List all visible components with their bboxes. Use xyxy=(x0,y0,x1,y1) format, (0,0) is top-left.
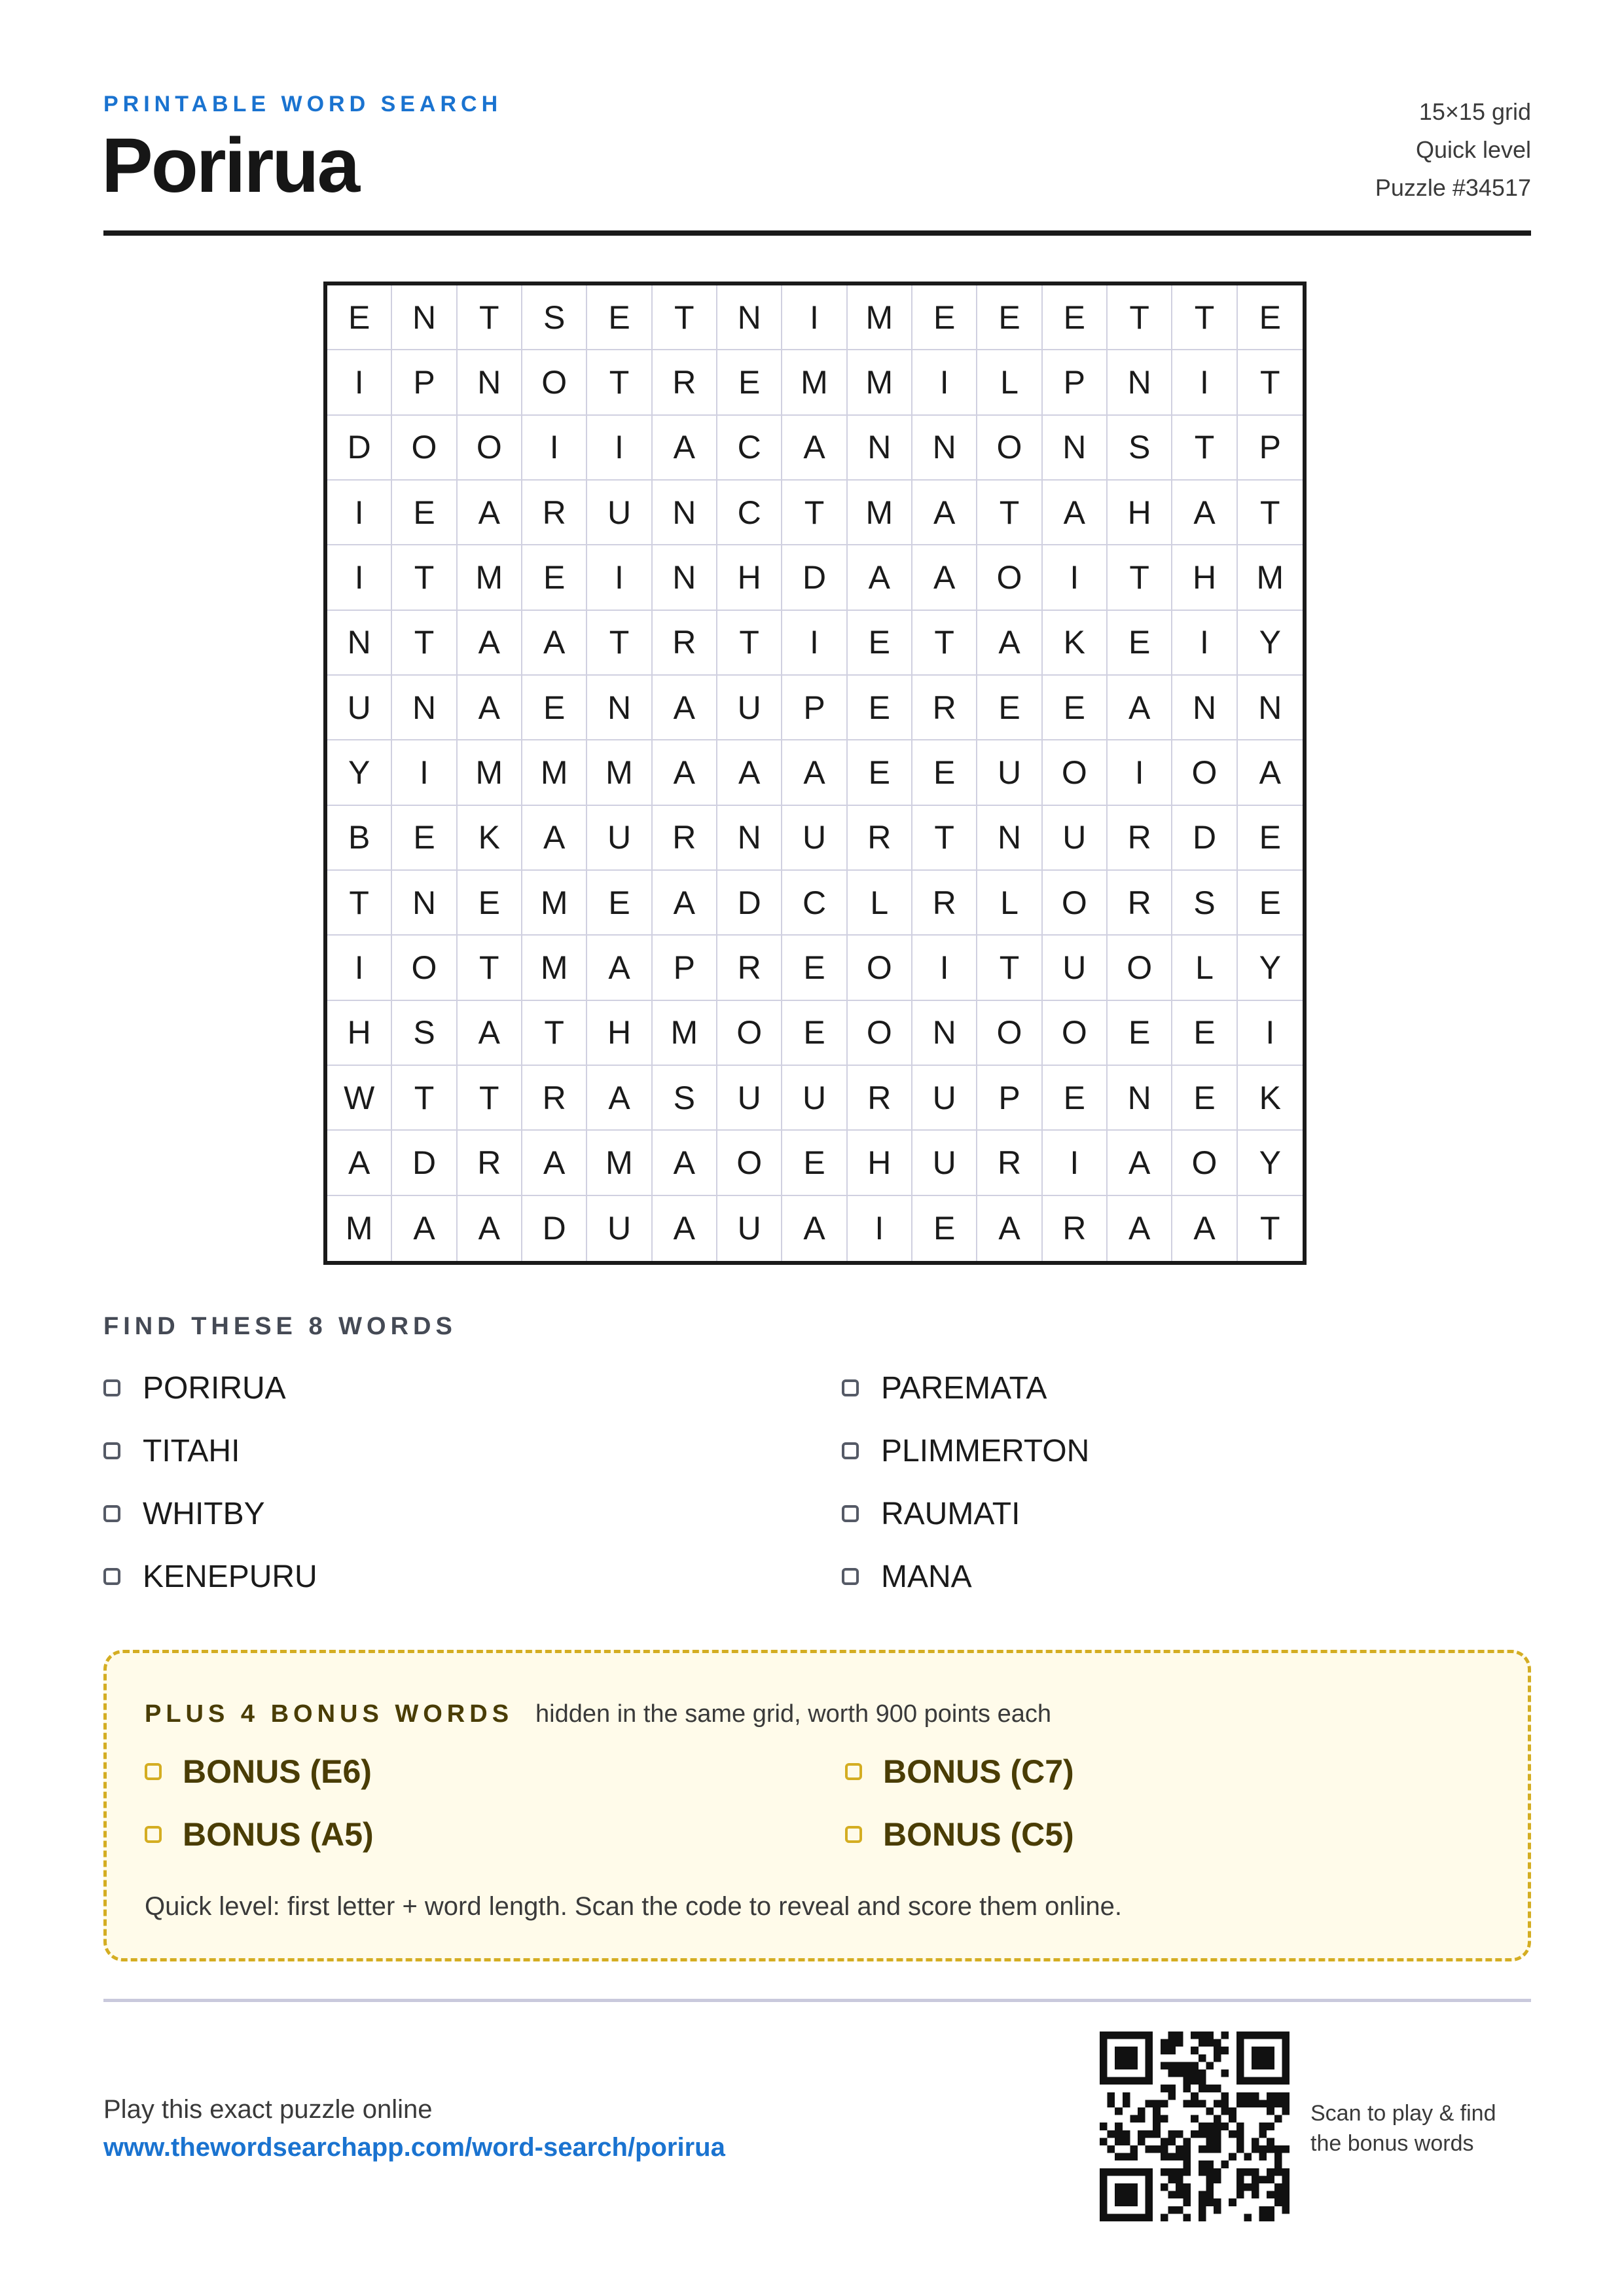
grid-cell[interactable]: D xyxy=(782,545,847,610)
grid-cell[interactable]: N xyxy=(327,611,392,676)
grid-cell[interactable]: T xyxy=(458,1066,522,1131)
grid-cell[interactable]: I xyxy=(1238,1001,1303,1066)
grid-cell[interactable]: Y xyxy=(1238,936,1303,1000)
bonus-word-label: BONUS (E6) xyxy=(183,1753,372,1790)
grid-cell[interactable]: O xyxy=(717,1001,782,1066)
grid-cell[interactable]: E xyxy=(848,676,912,740)
grid-cell[interactable]: T xyxy=(1238,481,1303,545)
grid-cell[interactable]: U xyxy=(1043,936,1108,1000)
grid-cell[interactable]: T xyxy=(458,285,522,350)
grid-cell[interactable]: N xyxy=(653,481,717,545)
qr-caption-line: the bonus words xyxy=(1310,2131,1474,2156)
grid-cell[interactable]: A xyxy=(1172,481,1237,545)
grid-cell[interactable]: A xyxy=(653,676,717,740)
grid-cell[interactable]: I xyxy=(1108,740,1172,805)
word-label: WHITBY xyxy=(143,1496,265,1531)
grid-cell[interactable]: E xyxy=(782,1131,847,1195)
grid-cell[interactable]: L xyxy=(848,871,912,936)
grid-cell[interactable]: A xyxy=(653,416,717,481)
grid-cell[interactable]: A xyxy=(653,871,717,936)
grid-cell[interactable]: E xyxy=(392,481,457,545)
grid-cell[interactable]: C xyxy=(782,871,847,936)
grid-cell[interactable]: P xyxy=(653,936,717,1000)
word-label: PAREMATA xyxy=(881,1370,1047,1406)
grid-cell[interactable]: K xyxy=(1043,611,1108,676)
grid-cell[interactable]: H xyxy=(717,545,782,610)
grid-cell[interactable]: I xyxy=(327,481,392,545)
grid-cell[interactable]: A xyxy=(392,1196,457,1261)
checkbox[interactable] xyxy=(145,1826,162,1843)
word-item[interactable] xyxy=(842,1560,1531,1593)
bonus-item[interactable] xyxy=(145,1817,845,1851)
checkbox[interactable] xyxy=(845,1763,862,1780)
grid-cell[interactable]: T xyxy=(977,936,1042,1000)
grid-cell[interactable]: E xyxy=(522,676,587,740)
grid-cell[interactable]: A xyxy=(1172,1196,1237,1261)
grid-cell[interactable]: R xyxy=(522,1066,587,1131)
grid-cell[interactable]: O xyxy=(717,1131,782,1195)
grid-cell[interactable]: T xyxy=(587,611,652,676)
grid-cell[interactable]: H xyxy=(327,1001,392,1066)
grid-cell[interactable]: B xyxy=(327,806,392,871)
grid-cell[interactable]: M xyxy=(522,936,587,1000)
grid-cell[interactable]: R xyxy=(1043,1196,1108,1261)
grid-cell[interactable]: A xyxy=(782,1196,847,1261)
grid-cell[interactable]: U xyxy=(977,740,1042,805)
grid-cell[interactable]: I xyxy=(327,350,392,415)
footer-divider xyxy=(103,1999,1531,2002)
grid-cell[interactable]: E xyxy=(912,1196,977,1261)
grid-cell[interactable]: E xyxy=(912,740,977,805)
grid-cell[interactable]: R xyxy=(522,481,587,545)
grid-cell[interactable]: S xyxy=(522,285,587,350)
grid-cell[interactable]: R xyxy=(458,1131,522,1195)
grid-cell[interactable]: E xyxy=(1172,1001,1237,1066)
grid-cell[interactable]: U xyxy=(912,1066,977,1131)
grid-cell[interactable]: D xyxy=(717,871,782,936)
grid-cell[interactable]: E xyxy=(1108,611,1172,676)
checkbox[interactable] xyxy=(842,1379,859,1396)
grid-cell[interactable]: T xyxy=(1172,416,1237,481)
grid-cell[interactable]: C xyxy=(717,481,782,545)
grid-cell[interactable]: U xyxy=(782,806,847,871)
checkbox[interactable] xyxy=(103,1379,120,1396)
grid-cell[interactable]: S xyxy=(1172,871,1237,936)
checkbox[interactable] xyxy=(842,1505,859,1522)
grid-cell[interactable]: T xyxy=(1108,285,1172,350)
grid-cell[interactable]: E xyxy=(782,1001,847,1066)
grid-cell[interactable]: O xyxy=(1043,740,1108,805)
grid-cell[interactable]: T xyxy=(327,871,392,936)
grid-cell[interactable]: R xyxy=(848,806,912,871)
grid-cell[interactable]: E xyxy=(1238,285,1303,350)
grid-cell[interactable]: I xyxy=(327,545,392,610)
grid-cell[interactable]: H xyxy=(587,1001,652,1066)
word-item[interactable] xyxy=(103,1560,842,1593)
grid-cell[interactable]: I xyxy=(782,285,847,350)
grid-cell[interactable]: E xyxy=(912,285,977,350)
grid-cell[interactable]: N xyxy=(848,416,912,481)
grid-cell[interactable]: N xyxy=(912,416,977,481)
word-label: MANA xyxy=(881,1559,972,1594)
grid-cell[interactable]: M xyxy=(327,1196,392,1261)
grid-cell[interactable]: O xyxy=(1108,936,1172,1000)
grid-cell[interactable]: U xyxy=(717,1066,782,1131)
grid-cell[interactable]: N xyxy=(717,806,782,871)
grid-cell[interactable]: A xyxy=(782,416,847,481)
grid-cell[interactable]: O xyxy=(1043,871,1108,936)
grid-cell[interactable]: N xyxy=(392,285,457,350)
grid-cell[interactable]: Y xyxy=(1238,611,1303,676)
grid-cell[interactable]: P xyxy=(392,350,457,415)
grid-cell[interactable]: D xyxy=(522,1196,587,1261)
grid-cell[interactable]: Y xyxy=(1238,1131,1303,1195)
header-divider xyxy=(103,230,1531,236)
grid-cell[interactable]: L xyxy=(1172,936,1237,1000)
grid-cell[interactable]: T xyxy=(1260,1210,1280,1247)
grid-cell[interactable]: M xyxy=(522,740,587,805)
grid-cell[interactable]: O xyxy=(848,1001,912,1066)
letter-grid xyxy=(323,282,1307,1265)
grid-cell[interactable]: R xyxy=(912,676,977,740)
grid-cell[interactable]: A xyxy=(522,806,587,871)
grid-cell[interactable]: A xyxy=(977,611,1042,676)
grid-cell[interactable]: A xyxy=(977,1196,1042,1261)
grid-cell[interactable]: Y xyxy=(327,740,392,805)
grid-cell[interactable]: A xyxy=(458,1196,522,1261)
grid-cell[interactable]: N xyxy=(653,545,717,610)
grid-cell[interactable]: D xyxy=(392,1131,457,1195)
word-item[interactable] xyxy=(842,1497,1531,1530)
grid-cell[interactable]: I xyxy=(782,611,847,676)
grid-cell[interactable]: I xyxy=(327,936,392,1000)
bonus-heading: PLUS 4 BONUS WORDS xyxy=(145,1700,514,1728)
grid-cell[interactable]: I xyxy=(522,416,587,481)
bonus-word-list xyxy=(145,1755,1369,1851)
grid-cell[interactable]: P xyxy=(977,1066,1042,1131)
bonus-item[interactable] xyxy=(145,1755,845,1789)
word-item[interactable] xyxy=(103,1434,842,1467)
grid-cell[interactable]: O xyxy=(1172,740,1237,805)
grid-cell[interactable]: R xyxy=(912,871,977,936)
grid-cell[interactable]: T xyxy=(1108,545,1172,610)
grid-cell[interactable]: S xyxy=(392,1001,457,1066)
grid-cell[interactable]: O xyxy=(977,416,1042,481)
grid-cell[interactable]: E xyxy=(587,871,652,936)
grid-cell[interactable]: S xyxy=(653,1066,717,1131)
grid-cell[interactable]: U xyxy=(1043,806,1108,871)
grid-cell[interactable]: R xyxy=(1108,871,1172,936)
grid-cell[interactable]: P xyxy=(1043,350,1108,415)
grid-cell[interactable]: W xyxy=(327,1066,392,1131)
grid-cell[interactable]: A xyxy=(782,740,847,805)
grid-cell[interactable]: U xyxy=(717,1196,782,1261)
checkbox[interactable] xyxy=(145,1763,162,1780)
difficulty-level: Quick level xyxy=(1415,136,1531,163)
checkbox[interactable] xyxy=(845,1826,862,1843)
puzzle-title: Porirua xyxy=(101,122,359,209)
bonus-description: hidden in the same grid, worth 900 points each xyxy=(535,1700,1051,1728)
grid-cell[interactable]: E xyxy=(587,285,652,350)
grid-cell[interactable]: E xyxy=(848,611,912,676)
grid-cell[interactable]: A xyxy=(458,611,522,676)
grid-cell[interactable]: N xyxy=(977,806,1042,871)
grid-cell[interactable]: O xyxy=(1043,1001,1108,1066)
grid-cell[interactable]: E xyxy=(1108,1001,1172,1066)
grid-cell[interactable]: U xyxy=(912,1131,977,1195)
grid-cell[interactable]: A xyxy=(717,740,782,805)
word-item[interactable] xyxy=(103,1497,842,1530)
grid-cell[interactable]: E xyxy=(782,936,847,1000)
grid-cell[interactable]: U xyxy=(587,1196,652,1261)
word-item[interactable] xyxy=(103,1372,842,1404)
word-label: PORIRUA xyxy=(143,1370,286,1406)
grid-cell[interactable]: E xyxy=(1238,806,1303,871)
grid-cell[interactable]: M xyxy=(522,871,587,936)
grid-cell[interactable]: A xyxy=(653,1131,717,1195)
grid-cell[interactable]: N xyxy=(392,871,457,936)
grid-cell[interactable]: S xyxy=(1108,416,1172,481)
grid-cell[interactable]: D xyxy=(1172,806,1237,871)
checkbox[interactable] xyxy=(842,1568,859,1585)
grid-cell[interactable]: M xyxy=(587,1131,652,1195)
grid-cell[interactable]: E xyxy=(327,285,392,350)
grid-size: 15×15 grid xyxy=(1418,98,1531,125)
grid-cell[interactable]: I xyxy=(587,545,652,610)
word-label: KENEPURU xyxy=(143,1559,317,1594)
grid-cell[interactable]: E xyxy=(392,806,457,871)
puzzle-meta xyxy=(1375,93,1531,207)
grid-cell[interactable]: E xyxy=(977,285,1042,350)
word-list xyxy=(103,1372,1531,1593)
qr-caption xyxy=(1310,2098,1520,2159)
checkbox[interactable] xyxy=(103,1442,120,1459)
grid-cell[interactable]: O xyxy=(392,936,457,1000)
grid-cell[interactable]: M xyxy=(848,350,912,415)
grid-cell[interactable]: I xyxy=(1043,545,1108,610)
grid-cell[interactable]: T xyxy=(458,936,522,1000)
grid-cell[interactable]: I xyxy=(1043,1131,1108,1195)
grid-cell[interactable]: M xyxy=(653,1001,717,1066)
grid-cell[interactable]: H xyxy=(1172,545,1237,610)
grid-cell[interactable]: T xyxy=(522,1001,587,1066)
grid-cell[interactable]: A xyxy=(653,1196,717,1261)
grid-cell[interactable]: A xyxy=(1043,481,1108,545)
grid-cell[interactable]: T xyxy=(392,545,457,610)
grid-cell[interactable]: E xyxy=(848,740,912,805)
qr-code-icon[interactable] xyxy=(1100,2032,1290,2221)
grid-cell[interactable]: N xyxy=(1108,1066,1172,1131)
play-online-text: Play this exact puzzle online xyxy=(103,2095,433,2124)
grid-cell[interactable]: T xyxy=(653,285,717,350)
grid-cell[interactable]: T xyxy=(392,611,457,676)
grid-cell[interactable]: A xyxy=(912,481,977,545)
grid-cell[interactable]: A xyxy=(327,1131,392,1195)
grid-cell[interactable]: A xyxy=(653,740,717,805)
grid-cell[interactable]: N xyxy=(1108,350,1172,415)
grid-cell[interactable]: M xyxy=(458,740,522,805)
grid-cell[interactable]: E xyxy=(522,545,587,610)
bonus-note: Quick level: first letter + word length. Scan the code to reveal and score them online. xyxy=(145,1892,1123,1921)
grid-cell[interactable]: T xyxy=(717,611,782,676)
grid-cell[interactable]: A xyxy=(1108,1196,1172,1261)
grid-cell[interactable]: N xyxy=(1043,416,1108,481)
grid-cell[interactable]: R xyxy=(717,936,782,1000)
grid-cell[interactable]: M xyxy=(848,285,912,350)
bonus-item[interactable] xyxy=(845,1817,1369,1851)
grid-cell[interactable]: A xyxy=(848,545,912,610)
grid-cell[interactable]: K xyxy=(1238,1066,1303,1131)
word-label: TITAHI xyxy=(143,1433,240,1468)
grid-cell[interactable]: N xyxy=(392,676,457,740)
grid-cell[interactable]: E xyxy=(977,676,1042,740)
grid-cell[interactable]: H xyxy=(848,1131,912,1195)
grid-cell[interactable]: T xyxy=(782,481,847,545)
grid-cell[interactable]: T xyxy=(912,806,977,871)
grid-cell[interactable]: U xyxy=(327,676,392,740)
grid-cell[interactable]: C xyxy=(717,416,782,481)
grid-cell[interactable]: L xyxy=(977,350,1042,415)
word-item[interactable] xyxy=(842,1434,1531,1467)
grid-cell[interactable]: M xyxy=(458,545,522,610)
grid-cell[interactable]: D xyxy=(327,416,392,481)
grid-cell[interactable]: T xyxy=(1238,350,1303,415)
grid-cell[interactable]: A xyxy=(1108,1131,1172,1195)
grid-cell[interactable]: R xyxy=(653,611,717,676)
grid-cell[interactable]: U xyxy=(782,1066,847,1131)
bonus-header xyxy=(145,1700,1051,1728)
grid-cell[interactable]: A xyxy=(587,936,652,1000)
grid-cell[interactable]: M xyxy=(848,481,912,545)
grid-cell[interactable]: I xyxy=(392,740,457,805)
grid-cell[interactable]: U xyxy=(587,806,652,871)
grid-cell[interactable]: E xyxy=(1043,676,1108,740)
grid-cell[interactable]: R xyxy=(848,1066,912,1131)
grid-cell[interactable]: P xyxy=(782,676,847,740)
word-label: PLIMMERTON xyxy=(881,1433,1090,1468)
grid-cell[interactable]: E xyxy=(1043,1066,1108,1131)
grid-cell[interactable]: E xyxy=(1238,871,1303,936)
bonus-word-label: BONUS (A5) xyxy=(183,1816,374,1853)
grid-cell[interactable]: T xyxy=(912,611,977,676)
grid-cell[interactable]: R xyxy=(977,1131,1042,1195)
puzzle-number: Puzzle #34517 xyxy=(1375,174,1531,201)
grid-cell[interactable]: T xyxy=(1172,285,1237,350)
grid-cell[interactable]: R xyxy=(653,350,717,415)
grid-cell[interactable]: E xyxy=(458,871,522,936)
grid-cell[interactable]: O xyxy=(977,1001,1042,1066)
grid-cell[interactable]: A xyxy=(522,611,587,676)
grid-cell[interactable]: U xyxy=(717,676,782,740)
grid-cell[interactable]: O xyxy=(848,936,912,1000)
grid-cell[interactable]: N xyxy=(1172,676,1237,740)
bonus-item[interactable] xyxy=(845,1755,1369,1789)
grid-cell[interactable]: A xyxy=(522,1131,587,1195)
grid-cell[interactable]: I xyxy=(912,936,977,1000)
eyebrow-label: PRINTABLE WORD SEARCH xyxy=(103,92,503,117)
grid-cell[interactable]: A xyxy=(1108,676,1172,740)
grid-cell[interactable]: I xyxy=(1172,350,1237,415)
grid-cell[interactable]: T xyxy=(392,1066,457,1131)
grid-cell[interactable]: L xyxy=(977,871,1042,936)
grid-cell[interactable]: O xyxy=(977,545,1042,610)
grid-cell[interactable]: I xyxy=(912,350,977,415)
puzzle-url-link[interactable]: www.thewordsearchapp.com/word-search/porirua xyxy=(103,2133,725,2162)
grid-cell[interactable]: I xyxy=(1172,611,1237,676)
grid-cell[interactable]: A xyxy=(912,545,977,610)
grid-cell[interactable]: A xyxy=(458,481,522,545)
grid-cell[interactable]: M xyxy=(587,740,652,805)
checkbox[interactable] xyxy=(842,1442,859,1459)
grid-cell[interactable]: P xyxy=(1238,416,1303,481)
grid-cell[interactable]: A xyxy=(458,1001,522,1066)
word-list-heading: FIND THESE 8 WORDS xyxy=(103,1313,457,1340)
grid-cell[interactable]: N xyxy=(912,1001,977,1066)
bonus-word-label: BONUS (C5) xyxy=(883,1816,1074,1853)
grid-cell[interactable]: M xyxy=(782,350,847,415)
grid-cell[interactable]: A xyxy=(1238,740,1303,805)
grid-cell[interactable]: N xyxy=(458,350,522,415)
grid-cell[interactable]: O xyxy=(392,416,457,481)
grid-cell[interactable]: I xyxy=(587,416,652,481)
bonus-panel xyxy=(103,1650,1531,1961)
grid-cell[interactable]: U xyxy=(587,481,652,545)
grid-cell[interactable]: O xyxy=(522,350,587,415)
grid-cell[interactable]: E xyxy=(1043,285,1108,350)
grid-cell[interactable]: A xyxy=(587,1066,652,1131)
grid-cell[interactable]: N xyxy=(587,676,652,740)
grid-cell[interactable]: O xyxy=(458,416,522,481)
grid-cell[interactable]: O xyxy=(1172,1131,1237,1195)
grid-cell[interactable]: I xyxy=(848,1196,912,1261)
grid-cell[interactable]: H xyxy=(1108,481,1172,545)
grid-cell[interactable]: R xyxy=(1108,806,1172,871)
grid-cell[interactable]: E xyxy=(1172,1066,1237,1131)
grid-cell[interactable]: R xyxy=(653,806,717,871)
grid-cell[interactable]: K xyxy=(458,806,522,871)
checkbox[interactable] xyxy=(103,1505,120,1522)
checkbox[interactable] xyxy=(103,1568,120,1585)
bonus-word-label: BONUS (C7) xyxy=(883,1753,1074,1790)
grid-cell[interactable]: T xyxy=(587,350,652,415)
qr-caption-line: Scan to play & find xyxy=(1310,2101,1496,2126)
grid-cell[interactable]: N xyxy=(1238,676,1303,740)
word-item[interactable] xyxy=(842,1372,1531,1404)
grid-cell[interactable]: A xyxy=(458,676,522,740)
word-label: RAUMATI xyxy=(881,1496,1020,1531)
grid-cell[interactable]: N xyxy=(717,285,782,350)
grid-cell[interactable]: T xyxy=(977,481,1042,545)
grid-cell[interactable]: M xyxy=(1238,545,1303,610)
grid-cell[interactable]: E xyxy=(717,350,782,415)
